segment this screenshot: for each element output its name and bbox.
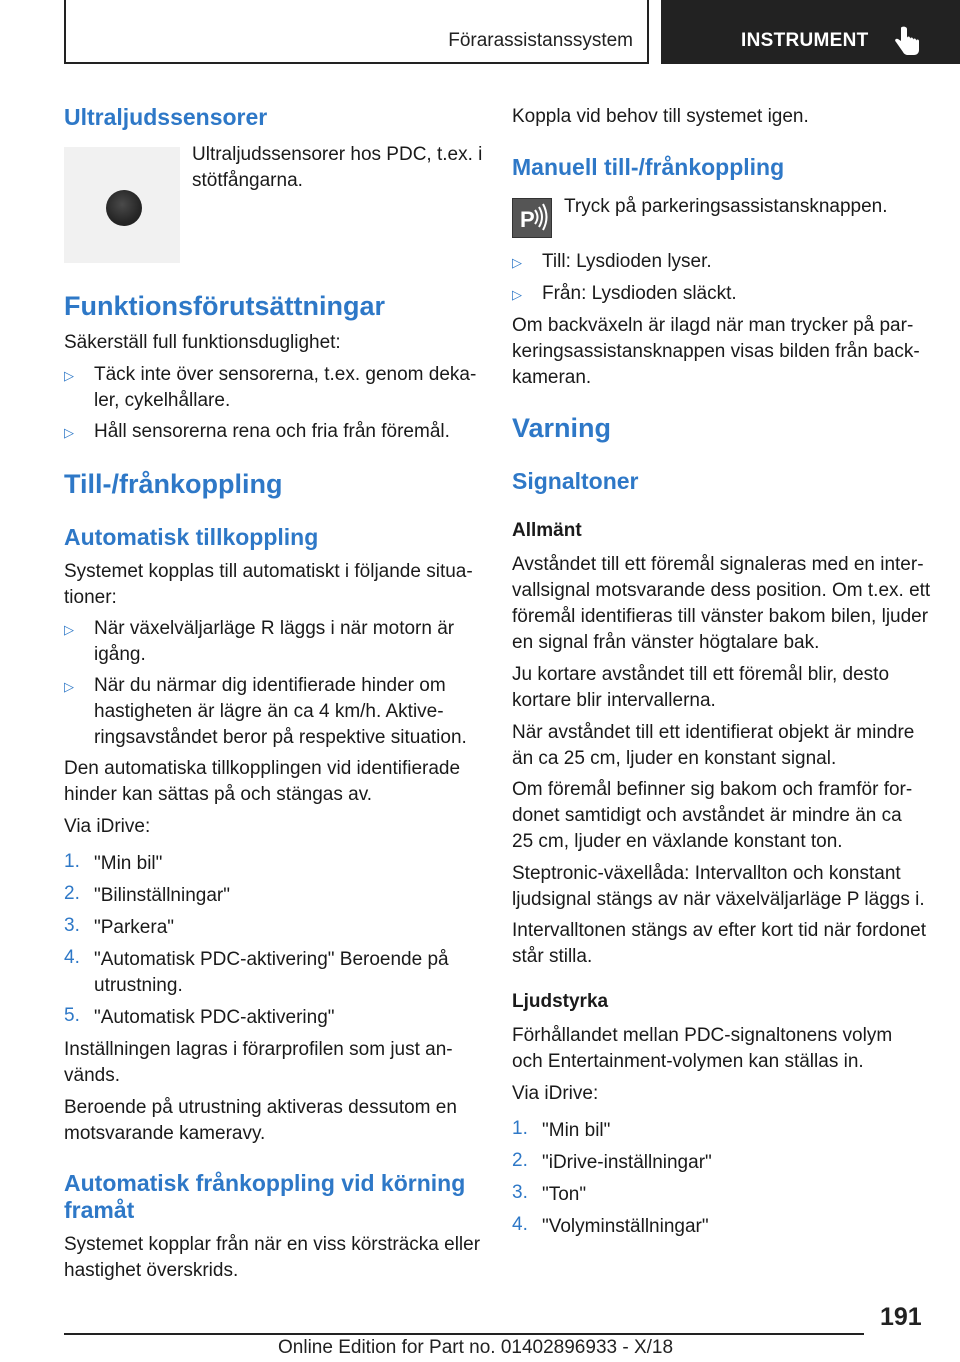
frank-text-line: Systemet kopplar från när en viss körsträcka eller <box>64 1234 481 1255</box>
allmant-text-line: en signal från vänster högtalare bak. <box>512 632 820 653</box>
header-section-title: Förarassistanssystem <box>448 30 633 51</box>
heading-signaltoner: Signaltoner <box>512 468 639 494</box>
list-item-text: Håll sensorerna rena och fria från föremål. <box>94 421 450 442</box>
list-item-text: När växelväljarläge R läggs i när motorn är <box>94 618 455 639</box>
subheading-allmant: Allmänt <box>512 520 582 541</box>
header-chapter-tab <box>661 0 960 64</box>
save-text-line: Inställningen lagras i förarprofilen som just an‐ <box>64 1039 453 1060</box>
step-number: 3. <box>512 1182 528 1203</box>
triangle-bullet-icon: ▷ <box>512 287 522 302</box>
frank-text-line: hastighet överskrids. <box>64 1260 239 1281</box>
list-item-text: hastigheten är lägre än ca 4 km/h. Aktive‐ <box>94 701 444 722</box>
step-text: "Ton" <box>542 1184 587 1205</box>
list-item <box>64 673 480 751</box>
ljud-text-line: och Entertainment-volymen kan ställas in. <box>512 1051 864 1072</box>
list-item <box>512 1118 932 1144</box>
step-text: utrustning. <box>94 975 183 996</box>
allmant-text-line: ljudsignal stängs av när växelväljarläge P läggs i. <box>512 889 925 910</box>
allmant-text-line: Intervalltonen stängs av efter kort tid när fordonet <box>512 920 927 941</box>
heading-automatisk-frankoppling: framåt <box>64 1197 135 1223</box>
list-item <box>64 362 480 414</box>
list-item-text: När du närmar dig identifierade hinder om <box>94 675 446 696</box>
step-text: "Automatisk PDC-aktivering" Beroende på <box>94 949 449 970</box>
footer-divider <box>64 1333 864 1335</box>
triangle-bullet-icon: ▷ <box>512 255 522 270</box>
step-number: 4. <box>64 947 80 968</box>
heading-varning: Varning <box>512 413 612 443</box>
allmant-text-line: Avståndet till ett föremål signaleras med en inter‐ <box>512 554 924 575</box>
allmant-text-line: donet samtidigt och avståndet är mindre än ca <box>512 805 902 826</box>
footer-edition: Online Edition for Part no. 01402896933 - X/18 <box>278 1337 674 1358</box>
svg-text:P: P <box>520 207 535 232</box>
manual-text: Tryck på parkeringsassistansknappen. <box>564 196 888 217</box>
step-number: 2. <box>64 883 80 904</box>
auto-text-line: Systemet kopplas till automatiskt i följande situa‐ <box>64 561 473 582</box>
list-item <box>512 281 932 307</box>
step-text: "Min bil" <box>94 853 163 874</box>
allmant-text-line: Ju kortare avståndet till ett föremål blir, desto <box>512 664 890 685</box>
list-item <box>64 616 480 668</box>
step-number: 1. <box>64 851 80 872</box>
parking-assist-button-icon <box>512 198 552 238</box>
pointing-hand-icon <box>893 26 921 56</box>
heading-ultraljudssensorer: Ultraljudssensorer <box>64 104 268 130</box>
header-section-tab <box>64 0 649 64</box>
reconnect-text: Koppla vid behov till systemet igen. <box>512 106 809 127</box>
reverse-text-line: Om backväxeln är ilagd när man trycker på par‐ <box>512 315 914 336</box>
allmant-text-line: Steptronic-växellåda: Intervallton och konstant <box>512 863 901 884</box>
camera-text-line: Beroende på utrustning aktiveras dessutom en <box>64 1097 457 1118</box>
reverse-text-line: keringsassistansknappen visas bilden från back‐ <box>512 341 920 362</box>
list-item-text: Från: Lysdioden släckt. <box>542 283 737 304</box>
triangle-bullet-icon: ▷ <box>64 368 74 383</box>
camera-text-line: motsvarande kameravy. <box>64 1123 266 1144</box>
step-number: 2. <box>512 1150 528 1171</box>
triangle-bullet-icon: ▷ <box>64 622 74 637</box>
ultra-text-line: Ultraljudssensorer hos PDC, t.ex. i <box>192 144 483 165</box>
auto-text-line: hinder kan sättas på och stängas av. <box>64 784 373 805</box>
list-item-text: ringsavståndet beror på respektive situation. <box>94 727 467 748</box>
triangle-bullet-icon: ▷ <box>64 425 74 440</box>
list-item-text: ler, cykelhållare. <box>94 390 231 411</box>
header-chapter-title: INSTRUMENT <box>741 30 869 51</box>
allmant-text-line: föremål identifieras till vänster bakom bilen, ljuder <box>512 606 929 627</box>
list-item <box>512 1150 932 1176</box>
triangle-bullet-icon: ▷ <box>64 679 74 694</box>
list-item-text: Till: Lysdioden lyser. <box>542 251 712 272</box>
sensor-image <box>64 147 180 263</box>
ultra-text-line: stötfångarna. <box>192 170 303 191</box>
allmant-text-line: vallsignal motsvarande dess position. Om t.ex. ett <box>512 580 931 601</box>
ljud-text-line: Förhållandet mellan PDC-signaltonens volym <box>512 1025 893 1046</box>
heading-automatisk-frankoppling: Automatisk frånkoppling vid körning <box>64 1170 466 1196</box>
heading-automatisk-tillkoppling: Automatisk tillkoppling <box>64 524 319 550</box>
list-item-text: igång. <box>94 644 146 665</box>
funk-intro: Säkerställ full funktionsduglighet: <box>64 332 341 353</box>
ultrasonic-sensor-icon <box>106 190 142 226</box>
allmant-text-line: 25 cm, ljuder en växlande konstant ton. <box>512 831 843 852</box>
step-text: "Automatisk PDC-aktivering" <box>94 1007 335 1028</box>
subheading-ljudstyrka: Ljudstyrka <box>512 991 609 1012</box>
step-text: "Parkera" <box>94 917 175 938</box>
list-item <box>64 947 480 999</box>
list-item-text: Täck inte över sensorerna, t.ex. genom deka‐ <box>94 364 477 385</box>
step-text: "iDrive-inställningar" <box>542 1152 712 1173</box>
auto-text-line: Den automatiska tillkopplingen vid identifierade <box>64 758 461 779</box>
step-number: 4. <box>512 1214 528 1235</box>
allmant-text-line: kortare blir intervallerna. <box>512 690 716 711</box>
list-item <box>64 883 480 909</box>
step-number: 1. <box>512 1118 528 1139</box>
auto-text-line: tioner: <box>64 587 117 608</box>
step-text: "Bilinställningar" <box>94 885 230 906</box>
list-item <box>512 249 932 275</box>
allmant-text-line: När avståndet till ett identifierat objekt är mindre <box>512 722 915 743</box>
allmant-text-line: står stilla. <box>512 946 593 967</box>
reverse-text-line: kameran. <box>512 367 592 388</box>
page-number: 191 <box>880 1303 922 1331</box>
list-item <box>512 1182 932 1208</box>
step-number: 5. <box>64 1005 80 1026</box>
list-item <box>512 1214 932 1240</box>
list-item <box>64 851 480 877</box>
save-text-line: vänds. <box>64 1065 120 1086</box>
via-idrive: Via iDrive: <box>64 816 151 837</box>
heading-manuell-koppling: Manuell till-/frånkoppling <box>512 154 785 180</box>
step-text: "Min bil" <box>542 1120 611 1141</box>
list-item <box>64 419 480 445</box>
heading-till-frankoppling: Till-/frånkoppling <box>64 469 283 499</box>
allmant-text-line: Om föremål befinner sig bakom och framför for‐ <box>512 779 913 800</box>
list-item <box>64 1005 480 1031</box>
list-item <box>64 915 480 941</box>
step-number: 3. <box>64 915 80 936</box>
step-text: "Volyminställningar" <box>542 1216 709 1237</box>
allmant-text-line: än ca 25 cm, ljuder en konstant signal. <box>512 748 837 769</box>
via-idrive: Via iDrive: <box>512 1083 599 1104</box>
heading-funktionsforutsattningar: Funktionsförutsättningar <box>64 291 385 321</box>
